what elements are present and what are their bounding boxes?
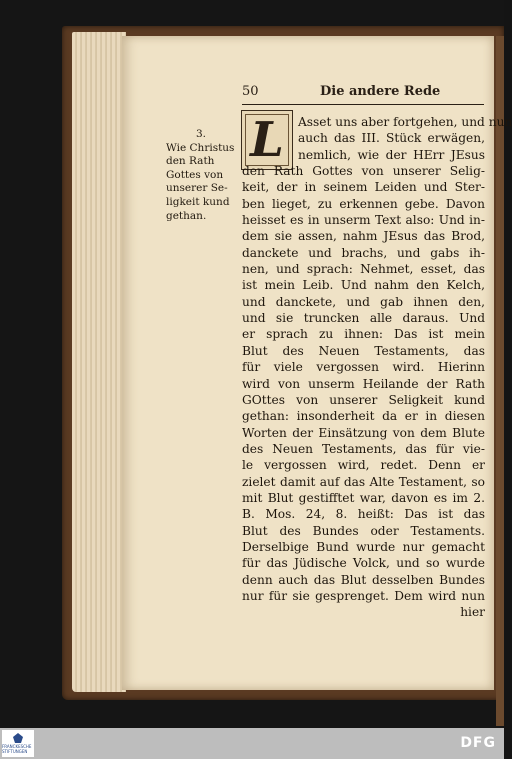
text-line: wird von unserm Heilande der Rath [242,376,485,391]
text-line: Blut des Neuen Testaments, das [242,343,485,358]
text-line: zielet damit auf das Alte Testament, so [242,474,485,489]
text-line: auch das III. Stück erwägen, [298,131,485,146]
margin-note [166,128,238,223]
text-line: keit, der in seinem Leiden und Ster- [242,180,485,195]
text-line: denn auch das Blut desselben Bundes [242,572,485,587]
text-line: des Neuen Testaments, das für vie- [242,441,485,456]
book-cover-edge [496,36,504,726]
text-line: dem sie assen, nahm JEsus das Brod, [242,229,485,244]
header-rule [242,104,484,105]
book-page [122,36,512,690]
margin-note-line: ligkeit kund [166,195,230,208]
page-number: 50 [242,84,259,99]
library-logo[interactable] [2,730,34,757]
page-header [242,84,482,102]
text-line: GOttes von unserer Seligkeit kund [242,392,485,407]
text-line: für das Jüdische Volck, und so wurde [242,556,485,571]
text-line: B. Mos. 24, 8. heißt: Das ist das [242,507,485,522]
margin-note-line: gethan. [166,209,207,222]
text-line: er sprach zu ihnen: Das ist mein [242,327,485,342]
text-line: Worten der Einsätzung von dem Blute [242,425,485,440]
margin-note-line: unserer Se- [166,182,228,195]
text-line: und sie truncken alle daraus. Und [242,311,485,326]
text-line: mit Blut gestifftet war, davon es im 2. [242,490,485,505]
running-title: Die andere Rede [320,84,441,99]
library-logo-icon [13,733,23,743]
dfg-logo[interactable]: DFG [460,735,496,751]
text-line: ben lieget, zu erkennen gebe. Davon [242,196,485,211]
margin-note-number: 3. [196,128,207,140]
text-line: ist mein Leib. Und nahm den Kelch, [242,278,485,293]
text-line: nen, und sprach: Nehmet, esset, das [242,262,485,277]
text-line: und danckete, und gab ihnen den, [242,294,485,309]
margin-note-line: Gottes von [166,168,224,181]
viewer-footer [0,728,504,759]
margin-note-line: Wie Christus [166,141,235,154]
text-line: für viele vergossen wird. Hierinn [242,360,485,375]
text-line: gethan: insonderheit da er in diesen [242,409,485,424]
page-edges [72,32,126,692]
margin-note-line: den Rath [166,155,215,168]
text-line: le vergossen wird, redet. Denn er [242,458,485,473]
catchword: hier [460,605,485,620]
text-line: Blut des Bundes oder Testaments. [242,523,485,538]
text-line: heisset es in unserm Text also: Und in- [242,213,485,228]
text-line: nur für sie gesprenget. Dem wird nun [242,588,485,603]
text-line: Asset uns aber fortgehen, und nun [298,115,512,129]
decorative-initial: L [241,110,293,170]
text-line: den Rath Gottes von unserer Selig- [242,164,485,179]
body-text [242,114,512,621]
library-logo-text: FRANCKESCHE STIFTUNGEN [2,744,32,754]
text-line: nemlich, wie der HErr JEsus [298,147,485,162]
text-line: Derselbige Bund wurde nur gemacht [242,539,485,554]
text-line: danckete und brachs, und gabs ih- [242,245,485,260]
